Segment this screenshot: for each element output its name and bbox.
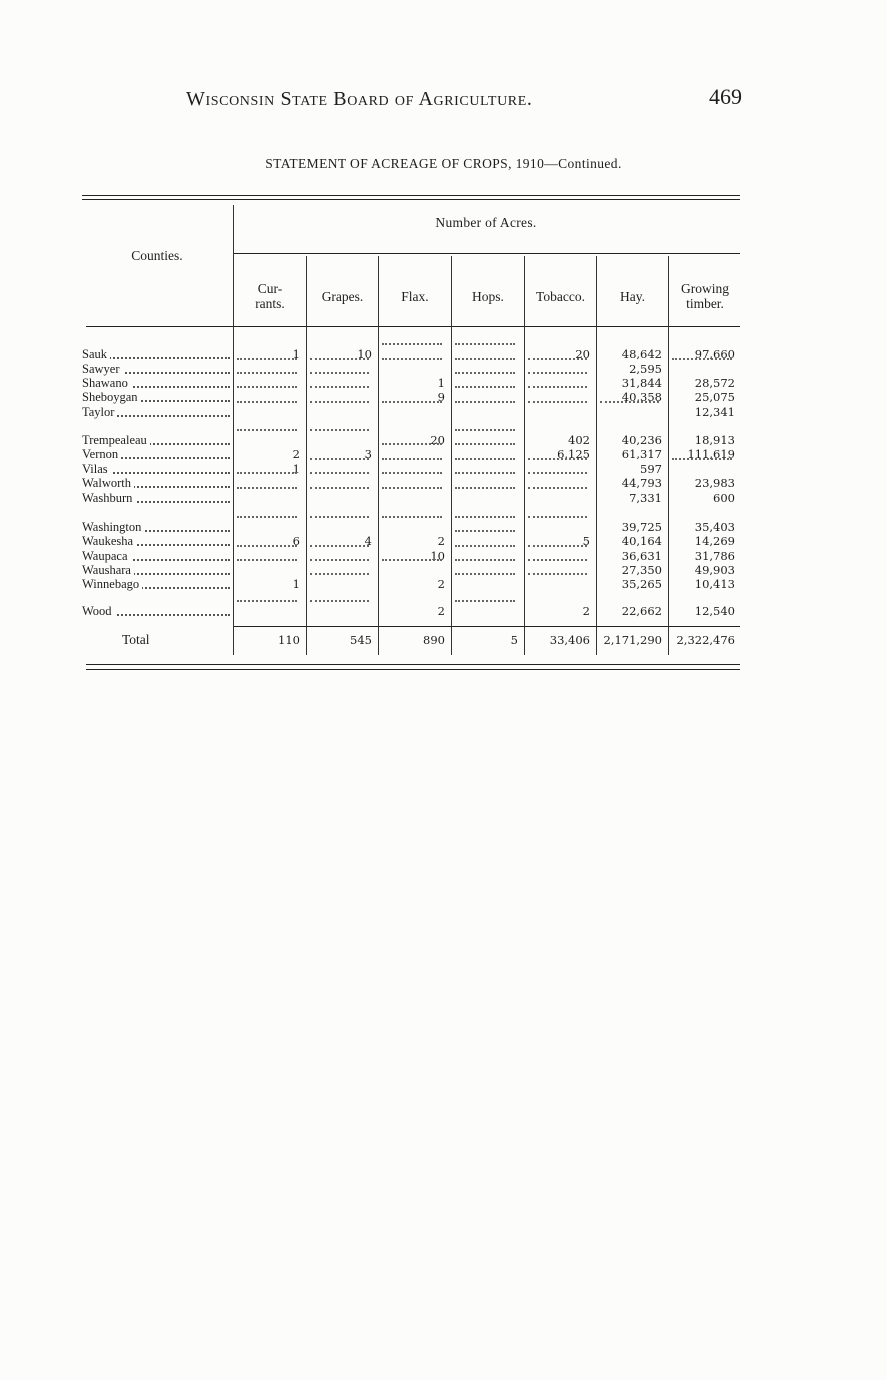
dot-leader bbox=[455, 386, 515, 388]
value-cell-hay: 40,164 bbox=[621, 534, 662, 548]
dot-leader bbox=[455, 429, 515, 431]
county-cell bbox=[82, 405, 232, 419]
value-cell-grapes: 4 bbox=[364, 534, 372, 548]
page-number: 469 bbox=[709, 84, 742, 109]
total-cell-hay: 2,171,290 bbox=[603, 633, 662, 647]
dot-leader bbox=[455, 545, 515, 547]
county-cell bbox=[82, 476, 232, 490]
value-cell-flax: 2 bbox=[437, 604, 445, 618]
dot-leader bbox=[455, 372, 515, 374]
dot-leader bbox=[382, 343, 442, 345]
dot-leader bbox=[310, 386, 369, 388]
value-cell-growing-timber: 12,540 bbox=[694, 604, 735, 618]
value-cell-hay: 61,317 bbox=[621, 447, 662, 461]
dot-leader bbox=[237, 487, 297, 489]
dot-leader bbox=[528, 487, 587, 489]
value-cell-hay: 2,595 bbox=[629, 362, 662, 376]
total-cell-tobacco: 33,406 bbox=[549, 633, 590, 647]
value-cell-currants: 2 bbox=[292, 447, 300, 461]
table-row bbox=[82, 577, 742, 591]
dot-leader bbox=[600, 401, 659, 403]
dot-leader bbox=[310, 559, 369, 561]
value-cell-hay: 40,358 bbox=[621, 390, 662, 404]
dot-leader bbox=[310, 429, 369, 431]
county-name: Wood bbox=[82, 604, 115, 618]
value-cell-flax: 2 bbox=[437, 534, 445, 548]
value-cell-flax: 9 bbox=[437, 390, 445, 404]
dot-leader bbox=[528, 386, 587, 388]
table-row bbox=[82, 534, 742, 548]
dot-leader bbox=[455, 358, 515, 360]
table-bottom-rule bbox=[86, 669, 740, 670]
county-name: Waushara bbox=[82, 563, 134, 577]
total-cell-growing-timber: 2,322,476 bbox=[676, 633, 735, 647]
dot-leader bbox=[237, 401, 297, 403]
value-cell-growing-timber: 14,269 bbox=[694, 534, 735, 548]
value-cell-growing-timber: 18,913 bbox=[694, 433, 735, 447]
table-bottom-rule bbox=[86, 664, 740, 665]
value-cell-tobacco: 20 bbox=[575, 347, 590, 361]
dot-leader bbox=[310, 487, 369, 489]
dot-leader bbox=[310, 573, 369, 575]
county-cell bbox=[82, 491, 232, 505]
dot-leader bbox=[455, 559, 515, 561]
value-cell-tobacco: 2 bbox=[582, 604, 590, 618]
column-heading-currants: Cur- rants. bbox=[255, 281, 285, 311]
column-heading-hay: Hay. bbox=[620, 288, 645, 304]
county-name: Taylor bbox=[82, 405, 117, 419]
value-cell-flax: 10 bbox=[430, 549, 445, 563]
table-row bbox=[82, 604, 742, 618]
value-cell-growing-timber: 97,660 bbox=[694, 347, 735, 361]
table-row bbox=[82, 405, 742, 419]
county-cell bbox=[82, 534, 232, 548]
value-cell-tobacco: 6,125 bbox=[557, 447, 590, 461]
total-label: Total bbox=[122, 632, 150, 647]
value-cell-hay: 39,725 bbox=[621, 520, 662, 534]
value-cell-growing-timber: 600 bbox=[713, 491, 735, 505]
value-cell-hay: 36,631 bbox=[621, 549, 662, 563]
value-cell-hay: 44,793 bbox=[621, 476, 662, 490]
table-row bbox=[82, 362, 742, 376]
total-cell-currants: 110 bbox=[278, 633, 300, 647]
county-name: Vilas bbox=[82, 462, 111, 476]
dot-leader bbox=[528, 401, 587, 403]
dot-leader bbox=[455, 487, 515, 489]
dot-leader bbox=[310, 372, 369, 374]
dot-leader bbox=[528, 458, 587, 460]
county-cell bbox=[82, 390, 232, 404]
county-name: Walworth bbox=[82, 476, 134, 490]
column-heading-tobacco: Tobacco. bbox=[536, 288, 585, 304]
county-cell bbox=[82, 362, 232, 376]
value-cell-tobacco: 5 bbox=[582, 534, 590, 548]
dot-leader bbox=[237, 358, 297, 360]
dot-leader bbox=[528, 573, 587, 575]
dot-leader bbox=[528, 516, 587, 518]
county-cell bbox=[82, 563, 232, 577]
counties-heading: Counties. bbox=[131, 248, 183, 263]
county-name: Vernon bbox=[82, 447, 121, 461]
running-title: Wisconsin State Board of Agriculture. bbox=[186, 88, 533, 110]
total-cell-grapes: 545 bbox=[350, 633, 372, 647]
county-name: Sauk bbox=[82, 347, 110, 361]
dot-leader bbox=[382, 559, 442, 561]
dot-leader bbox=[382, 472, 442, 474]
county-cell bbox=[82, 577, 232, 591]
value-cell-growing-timber: 28,572 bbox=[694, 376, 735, 390]
table-row bbox=[82, 563, 742, 577]
table-row-total bbox=[82, 633, 742, 647]
total-cell-hops: 5 bbox=[510, 633, 518, 647]
value-cell-growing-timber: 111,619 bbox=[687, 447, 735, 461]
county-cell bbox=[82, 520, 232, 534]
header-bottom-rule bbox=[86, 326, 740, 327]
dot-leader bbox=[455, 530, 515, 532]
county-cell bbox=[82, 447, 232, 461]
county-name: Waupaca bbox=[82, 549, 131, 563]
value-cell-growing-timber: 49,903 bbox=[694, 563, 735, 577]
dot-leader bbox=[310, 472, 369, 474]
dot-leader bbox=[237, 472, 297, 474]
value-cell-growing-timber: 12,341 bbox=[694, 405, 735, 419]
county-cell bbox=[82, 549, 232, 563]
dot-leader bbox=[455, 573, 515, 575]
group-heading: Number of Acres. bbox=[435, 215, 537, 230]
value-cell-currants: 1 bbox=[292, 347, 300, 361]
column-heading-flax: Flax. bbox=[401, 288, 429, 304]
dot-leader bbox=[237, 516, 297, 518]
value-cell-currants: 1 bbox=[292, 462, 300, 476]
column-heading-hops: Hops. bbox=[472, 288, 504, 304]
value-cell-hay: 40,236 bbox=[621, 433, 662, 447]
table-title: STATEMENT OF ACREAGE OF CROPS, 1910—Continued. bbox=[265, 156, 622, 171]
dot-leader bbox=[310, 358, 369, 360]
dot-leader bbox=[310, 600, 369, 602]
county-name: Sheboygan bbox=[82, 390, 141, 404]
dot-leader bbox=[382, 358, 442, 360]
table-row bbox=[82, 376, 742, 390]
value-cell-hay: 597 bbox=[640, 462, 662, 476]
dot-leader bbox=[528, 559, 587, 561]
dot-leader bbox=[310, 516, 369, 518]
dot-leader bbox=[310, 545, 369, 547]
dot-leader bbox=[672, 358, 732, 360]
value-cell-currants: 1 bbox=[292, 577, 300, 591]
county-name: Sawyer bbox=[82, 362, 123, 376]
page-header bbox=[186, 84, 742, 118]
value-cell-hay: 48,642 bbox=[621, 347, 662, 361]
value-cell-tobacco: 402 bbox=[568, 433, 590, 447]
value-cell-hay: 35,265 bbox=[621, 577, 662, 591]
dot-leader bbox=[455, 343, 515, 345]
county-name: Washburn bbox=[82, 491, 135, 505]
table-top-rule bbox=[82, 199, 740, 200]
column-heading-growing-timber: Growing timber. bbox=[681, 281, 729, 311]
dot-leader bbox=[237, 372, 297, 374]
county-cell bbox=[82, 376, 232, 390]
value-cell-grapes: 3 bbox=[364, 447, 372, 461]
dot-leader bbox=[528, 372, 587, 374]
dot-leader bbox=[672, 458, 732, 460]
county-name: Waukesha bbox=[82, 534, 136, 548]
dot-leader bbox=[237, 559, 297, 561]
value-cell-flax: 1 bbox=[437, 376, 445, 390]
dot-leader bbox=[382, 487, 442, 489]
value-cell-hay: 22,662 bbox=[621, 604, 662, 618]
county-cell bbox=[82, 433, 232, 447]
value-cell-growing-timber: 10,413 bbox=[694, 577, 735, 591]
dot-leader bbox=[382, 516, 442, 518]
dot-leader bbox=[455, 516, 515, 518]
county-cell bbox=[82, 604, 232, 618]
table-row bbox=[82, 491, 742, 505]
county-name: Trempealeau bbox=[82, 433, 150, 447]
value-cell-growing-timber: 31,786 bbox=[694, 549, 735, 563]
county-name: Winnebago bbox=[82, 577, 142, 591]
value-cell-flax: 2 bbox=[437, 577, 445, 591]
dot-leader bbox=[528, 358, 587, 360]
table-row bbox=[82, 520, 742, 534]
dot-leader bbox=[382, 401, 442, 403]
value-cell-growing-timber: 23,983 bbox=[694, 476, 735, 490]
county-name: Shawano bbox=[82, 376, 131, 390]
value-cell-flax: 20 bbox=[430, 433, 445, 447]
county-cell bbox=[82, 462, 232, 476]
value-cell-hay: 7,331 bbox=[629, 491, 662, 505]
total-cell-flax: 890 bbox=[423, 633, 445, 647]
total-rule bbox=[234, 626, 740, 627]
dot-leader bbox=[455, 401, 515, 403]
dot-leader bbox=[528, 545, 587, 547]
dot-leader bbox=[382, 458, 442, 460]
dot-leader bbox=[237, 545, 297, 547]
value-cell-grapes: 10 bbox=[357, 347, 372, 361]
value-cell-hay: 27,350 bbox=[621, 563, 662, 577]
dot-leader bbox=[455, 600, 515, 602]
value-cell-currants: 6 bbox=[292, 534, 300, 548]
dot-leader bbox=[528, 472, 587, 474]
dot-leader bbox=[237, 600, 297, 602]
dot-leader bbox=[455, 458, 515, 460]
value-cell-hay: 31,844 bbox=[621, 376, 662, 390]
value-cell-growing-timber: 35,403 bbox=[694, 520, 735, 534]
dot-leader bbox=[310, 458, 369, 460]
dot-leader bbox=[237, 429, 297, 431]
dot-leader bbox=[455, 472, 515, 474]
group-heading-rule bbox=[234, 253, 740, 254]
dot-leader bbox=[382, 443, 442, 445]
column-heading-grapes: Grapes. bbox=[321, 288, 364, 304]
table-top-rule bbox=[82, 195, 740, 196]
dot-leader bbox=[237, 386, 297, 388]
value-cell-growing-timber: 25,075 bbox=[694, 390, 735, 404]
dot-leader bbox=[455, 443, 515, 445]
dot-leader bbox=[310, 401, 369, 403]
county-name: Washington bbox=[82, 520, 144, 534]
county-cell bbox=[82, 347, 232, 361]
